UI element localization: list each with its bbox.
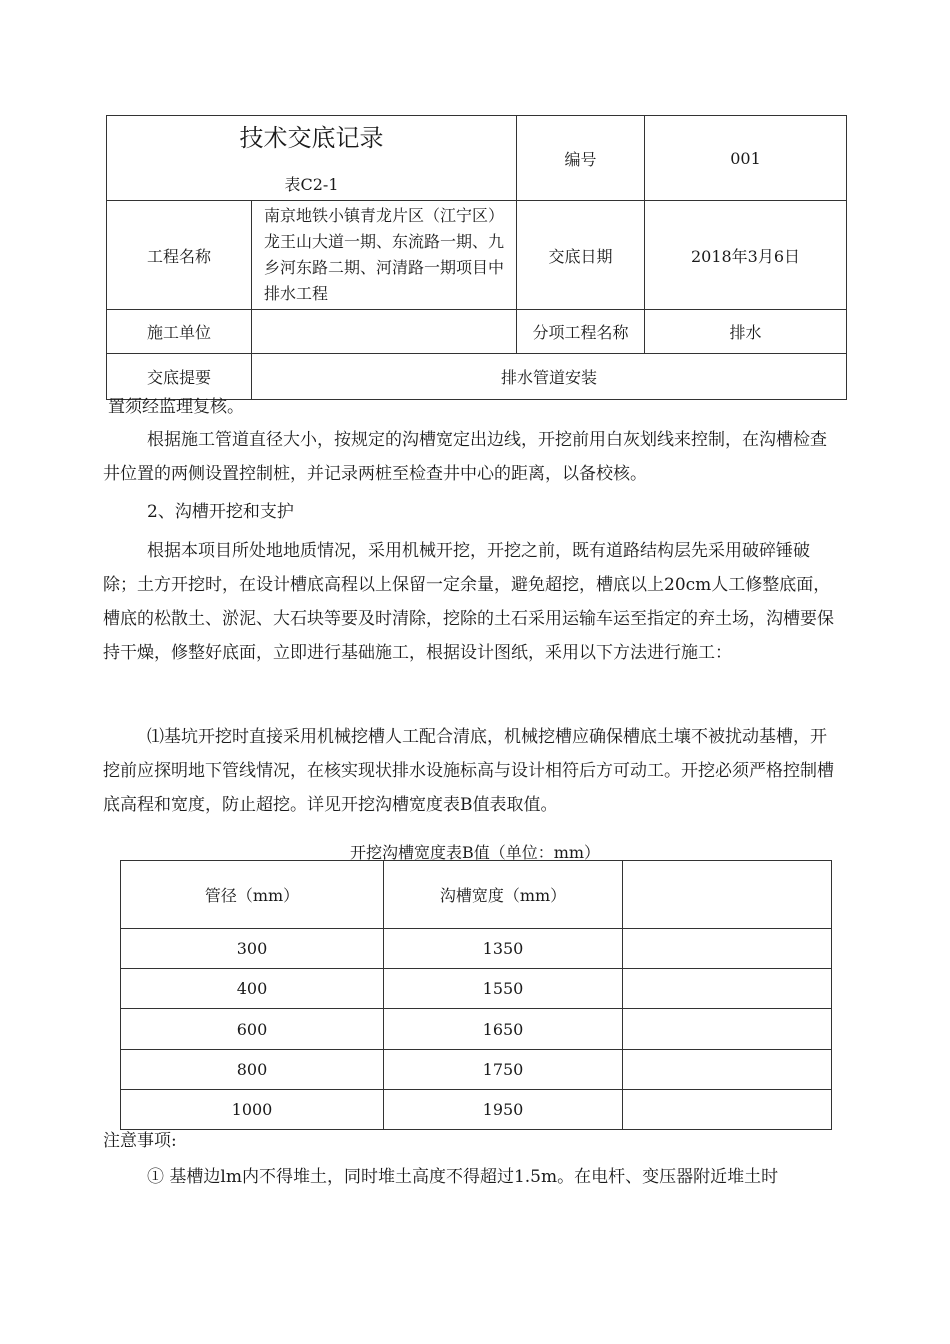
pipe-diameter-cell: 800: [121, 1050, 384, 1090]
date-value: 2018年3月6日: [645, 201, 847, 310]
trench-width-cell: 1550: [384, 969, 623, 1009]
trench-width-cell: 1650: [384, 1009, 623, 1050]
construction-unit-label: 施工单位: [107, 310, 252, 354]
table-row: [121, 1009, 832, 1050]
form-number: 表C2-1: [284, 175, 339, 194]
width-table-caption: 开挖沟槽宽度表B值（单位：mm）: [349, 843, 601, 862]
table-row: [121, 969, 832, 1009]
pipe-diameter-cell: 300: [121, 929, 384, 969]
empty-cell: [623, 969, 832, 1009]
sub-project-label: 分项工程名称: [517, 310, 645, 354]
number-value: 001: [645, 116, 847, 201]
pipe-diameter-cell: 400: [121, 969, 384, 1009]
summary-value: 排水管道安装: [252, 354, 847, 400]
empty-cell: [623, 1009, 832, 1050]
paragraph-trench-layout: 根据施工管道直径大小，按规定的沟槽宽定出边线，开挖前用白灰划线来控制，在沟槽检查井位置的两侧设置控制桩，并记录两桩至检查井中心的距离，以备校核。: [103, 430, 827, 484]
header-empty: [623, 861, 832, 929]
trench-width-cell: 1750: [384, 1050, 623, 1090]
pipe-diameter-cell: 600: [121, 1009, 384, 1050]
record-title-cell: [107, 116, 517, 201]
notes-item-1: ① 基槽边lm内不得堆土，同时堆土高度不得超过1.5m。在电杆、变压器附近堆土时: [147, 1167, 779, 1187]
record-title: 技术交底记录: [239, 124, 384, 152]
record-header-table: [106, 115, 847, 400]
trench-width-table: [120, 860, 832, 1130]
table-row: [121, 1050, 832, 1090]
summary-label: 交底提要: [107, 354, 252, 400]
trench-width-cell: 1350: [384, 929, 623, 969]
sub-project-value: 排水: [645, 310, 847, 354]
section-heading-excavation: 2、沟槽开挖和支护: [147, 502, 294, 522]
date-label: 交底日期: [517, 201, 645, 310]
project-name-value: 南京地铁小镇青龙片区（江宁区）龙王山大道一期、东流路一期、九乡河东路二期、河清路一期项目中排水工程: [252, 201, 517, 310]
header-trench-width: 沟槽宽度（mm）: [384, 861, 623, 929]
empty-cell: [623, 929, 832, 969]
header-pipe-diameter: 管径（mm）: [121, 861, 384, 929]
project-name-label: 工程名称: [107, 201, 252, 310]
construction-unit-value: [252, 310, 517, 354]
pipe-diameter-cell: 1000: [121, 1090, 384, 1130]
paragraph-excavation-method: 根据本项目所处地地质情况，采用机械开挖，开挖之前，既有道路结构层先采用破碎锤破除；土方开挖时，在设计槽底高程以上保留一定余量，避免超挖，槽底以上20cm人工修整底面，槽底的松散土、淤泥、大石块等要及时清除，挖除的土石采用运输车运至指定的弃土场，沟槽要保持干燥，修整好底面，立即进行基础施工，根据设计图纸，釆用以下方法进行施工：: [103, 541, 834, 663]
trench-width-cell: 1950: [384, 1090, 623, 1130]
paragraph-continuation: 置须经监理复核。: [108, 397, 244, 417]
number-label: 编号: [517, 116, 645, 201]
notes-heading: 注意事项:: [103, 1131, 177, 1151]
table-header-row: [121, 861, 832, 929]
paragraph-pit-excavation: ⑴基坑开挖时直接采用机械挖槽人工配合清底，机械挖槽应确保槽底土壤不被扰动基槽，开挖前应探明地下管线情况，在核实现状排水设施标高与设计相符后方可动工。开挖必须严格控制槽底高程和宽度，防止超挖。详见开挖沟槽宽度表B值表取值。: [103, 727, 834, 815]
table-row: [121, 929, 832, 969]
empty-cell: [623, 1050, 832, 1090]
